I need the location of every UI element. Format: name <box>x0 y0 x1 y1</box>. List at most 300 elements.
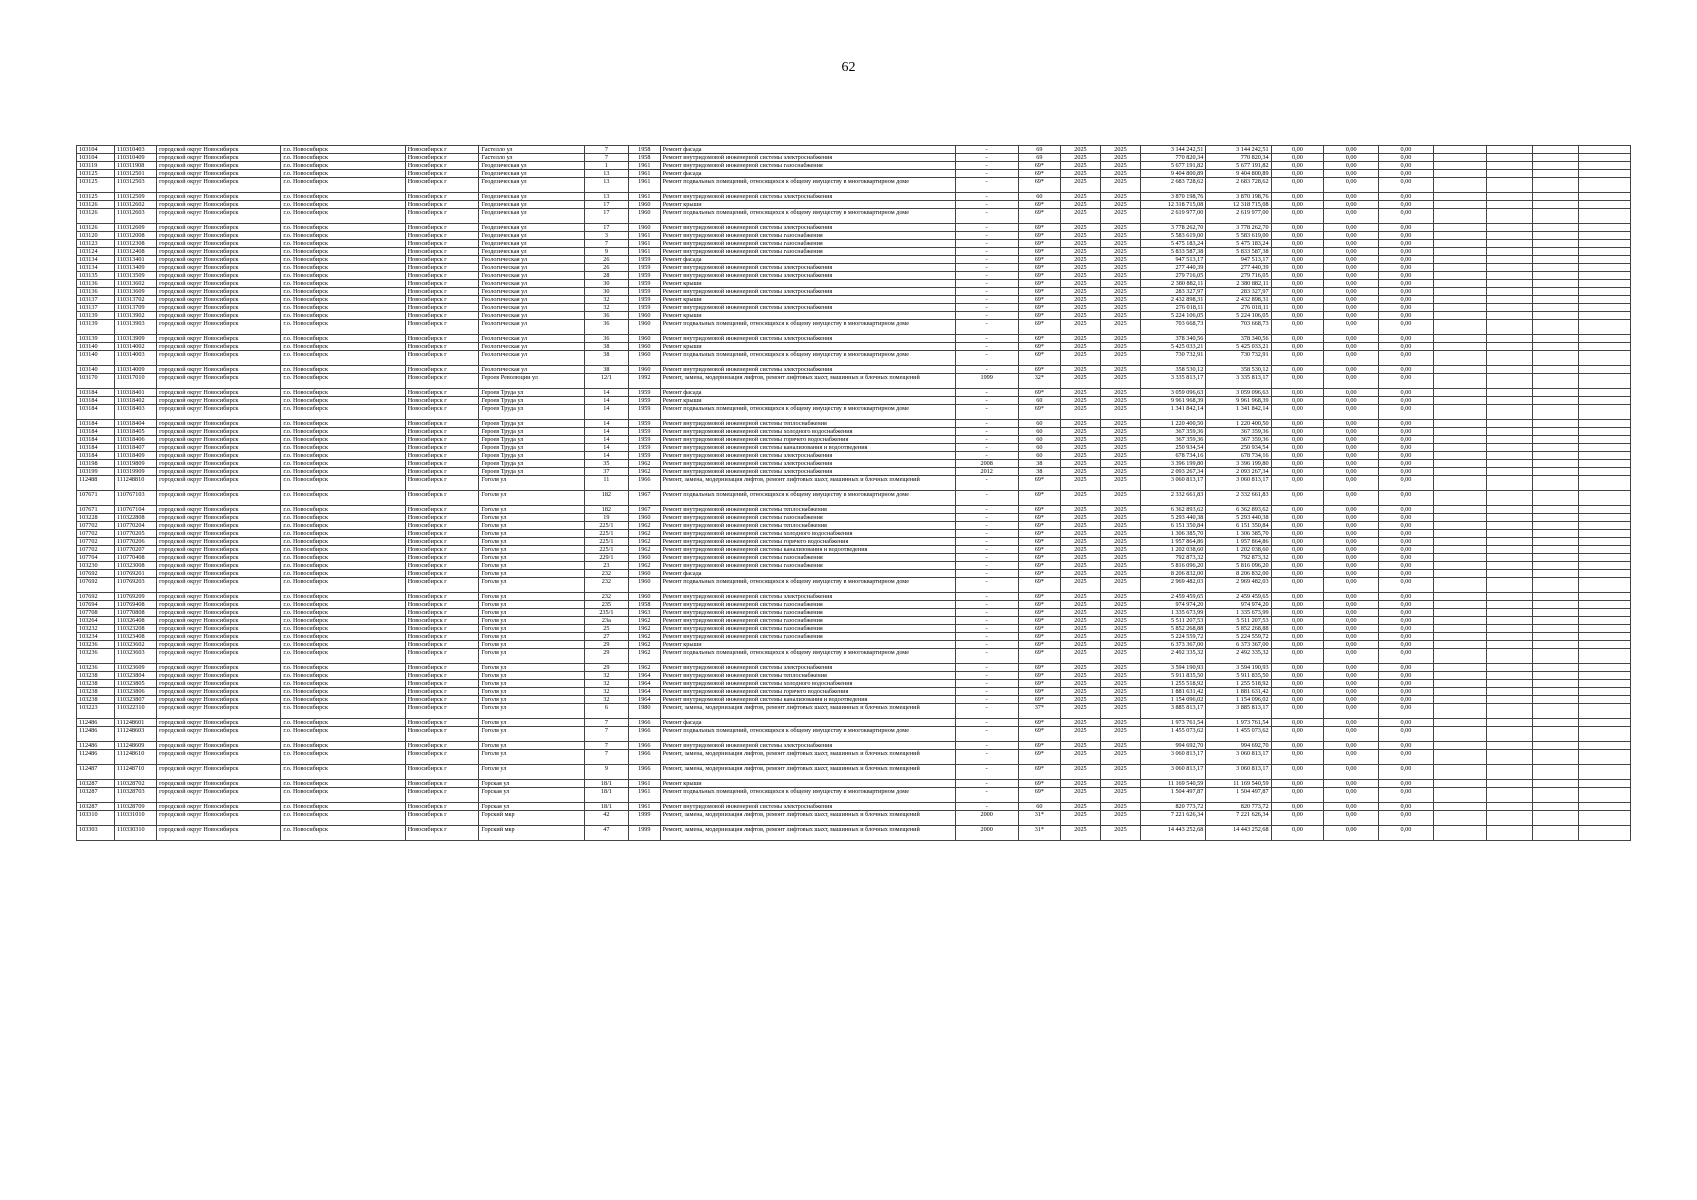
empty-cell <box>1486 765 1532 780</box>
table-cell: 2025 <box>1060 538 1100 546</box>
empty-cell <box>1579 264 1631 272</box>
empty-cell <box>1532 609 1578 617</box>
table-cell: 103238 <box>77 696 115 704</box>
table-cell: 2025 <box>1100 351 1140 366</box>
empty-cell <box>1579 178 1631 193</box>
empty-cell <box>1433 374 1486 389</box>
table-cell: 0,00 <box>1271 312 1324 320</box>
table-cell: 103184 <box>77 452 115 460</box>
table-cell: - <box>955 609 1018 617</box>
table-cell: 0,00 <box>1271 803 1324 811</box>
table-cell: 1 455 073,62 <box>1140 727 1205 742</box>
table-row <box>77 546 1631 554</box>
table-cell: 0,00 <box>1324 719 1379 727</box>
table-cell: - <box>955 201 1018 209</box>
table-row <box>77 304 1631 312</box>
table-cell: 0,00 <box>1271 476 1324 491</box>
table-cell: 3 144 242,51 <box>1206 146 1271 154</box>
table-cell: Ремонт фасада <box>660 256 955 264</box>
table-cell: г.о. Новосибирск <box>281 232 405 240</box>
table-cell: Новосибирск г <box>405 664 479 672</box>
table-cell: Новосибирск г <box>405 514 479 522</box>
table-cell: Горская ул <box>479 780 584 788</box>
empty-cell <box>1486 649 1532 664</box>
table-cell: 2025 <box>1100 742 1140 750</box>
table-cell: 2025 <box>1060 232 1100 240</box>
table-cell: 0,00 <box>1271 405 1324 420</box>
empty-cell <box>1486 296 1532 304</box>
table-row <box>77 765 1631 780</box>
empty-cell <box>1433 366 1486 374</box>
table-cell: 69* <box>1018 664 1060 672</box>
table-cell: Ремонт внутридомовой инженерной системы электроснабжения <box>660 304 955 312</box>
table-cell: 0,00 <box>1271 468 1324 476</box>
table-cell: 0,00 <box>1379 428 1434 436</box>
table-cell: 0,00 <box>1324 351 1379 366</box>
table-cell: 6 373 367,00 <box>1206 641 1271 649</box>
table-cell: 110331010 <box>114 811 156 826</box>
table-cell: Новосибирск г <box>405 256 479 264</box>
table-cell: 69* <box>1018 351 1060 366</box>
table-cell: 678 734,16 <box>1140 452 1205 460</box>
table-cell: 1 255 518,92 <box>1206 680 1271 688</box>
table-cell: Новосибирск г <box>405 727 479 742</box>
table-cell: городской округ Новосибирск <box>157 296 281 304</box>
table-cell: 69* <box>1018 570 1060 578</box>
empty-cell <box>1532 335 1578 343</box>
table-cell: 0,00 <box>1324 562 1379 570</box>
table-cell: 69 <box>1018 146 1060 154</box>
table-cell: 730 732,91 <box>1206 351 1271 366</box>
table-cell: 69* <box>1018 649 1060 664</box>
table-cell: 0,00 <box>1324 193 1379 201</box>
table-cell: 2025 <box>1060 476 1100 491</box>
table-cell: 0,00 <box>1271 170 1324 178</box>
table-cell: 103287 <box>77 803 115 811</box>
table-cell: 1958 <box>629 154 661 162</box>
empty-cell <box>1579 193 1631 201</box>
empty-cell <box>1579 570 1631 578</box>
table-cell: 0,00 <box>1271 546 1324 554</box>
empty-cell <box>1579 320 1631 335</box>
table-cell: 3 <box>584 232 628 240</box>
table-cell: 17 <box>584 201 628 209</box>
empty-cell <box>1486 554 1532 562</box>
table-cell: Ремонт внутридомовой инженерной системы теплоснабжения <box>660 420 955 428</box>
table-cell: 2025 <box>1100 826 1140 841</box>
table-cell: Новосибирск г <box>405 672 479 680</box>
table-cell: 1961 <box>629 780 661 788</box>
table-cell: 2025 <box>1060 312 1100 320</box>
table-cell: 1 973 761,54 <box>1140 719 1205 727</box>
table-cell: 69* <box>1018 240 1060 248</box>
table-cell: - <box>955 554 1018 562</box>
table-cell: городской округ Новосибирск <box>157 593 281 601</box>
table-cell: 0,00 <box>1271 280 1324 288</box>
table-cell: 110310403 <box>114 146 156 154</box>
table-cell: 2025 <box>1060 170 1100 178</box>
table-cell: 2025 <box>1100 641 1140 649</box>
empty-cell <box>1579 312 1631 320</box>
table-cell: 5 833 587,38 <box>1206 248 1271 256</box>
table-cell: Новосибирск г <box>405 704 479 719</box>
table-cell: 1959 <box>629 256 661 264</box>
table-cell: 279 716,05 <box>1206 272 1271 280</box>
table-cell: - <box>955 688 1018 696</box>
empty-cell <box>1579 374 1631 389</box>
table-cell: Гоголя ул <box>479 609 584 617</box>
table-cell: городской округ Новосибирск <box>157 280 281 288</box>
table-cell: Героев Труда ул <box>479 436 584 444</box>
table-cell: г.о. Новосибирск <box>281 304 405 312</box>
table-cell: 2025 <box>1100 601 1140 609</box>
table-cell: городской округ Новосибирск <box>157 154 281 162</box>
table-cell: 0,00 <box>1379 193 1434 201</box>
empty-cell <box>1579 522 1631 530</box>
table-cell: - <box>955 343 1018 351</box>
table-cell: 0,00 <box>1271 335 1324 343</box>
table-cell: 32 <box>584 672 628 680</box>
empty-cell <box>1433 704 1486 719</box>
table-cell: 0,00 <box>1379 240 1434 248</box>
table-cell: 12 318 715,08 <box>1140 201 1205 209</box>
table-cell: Ремонт внутридомовой инженерной системы газоснабжения <box>660 248 955 256</box>
table-cell: 14 <box>584 389 628 397</box>
table-cell: 0,00 <box>1379 320 1434 335</box>
empty-cell <box>1579 750 1631 765</box>
table-cell: 0,00 <box>1324 428 1379 436</box>
table-row <box>77 780 1631 788</box>
table-cell: 112486 <box>77 727 115 742</box>
table-cell: 14 <box>584 428 628 436</box>
table-cell: городской округ Новосибирск <box>157 468 281 476</box>
table-cell: 27 <box>584 633 628 641</box>
table-cell: 0,00 <box>1271 178 1324 193</box>
table-cell: 0,00 <box>1324 593 1379 601</box>
table-cell: 38 <box>584 343 628 351</box>
table-cell: Новосибирск г <box>405 649 479 664</box>
table-cell: 2025 <box>1060 468 1100 476</box>
table-cell: 103236 <box>77 664 115 672</box>
table-cell: 3 870 198,76 <box>1206 193 1271 201</box>
table-cell: Гоголя ул <box>479 593 584 601</box>
table-cell: 69* <box>1018 389 1060 397</box>
table-cell: 0,00 <box>1379 788 1434 803</box>
table-cell: городской округ Новосибирск <box>157 765 281 780</box>
table-cell: Новосибирск г <box>405 609 479 617</box>
table-cell: 69* <box>1018 514 1060 522</box>
table-cell: 2025 <box>1100 704 1140 719</box>
empty-cell <box>1579 240 1631 248</box>
table-cell: 2025 <box>1100 696 1140 704</box>
table-cell: г.о. Новосибирск <box>281 704 405 719</box>
table-cell: 1962 <box>629 538 661 546</box>
table-cell: 103236 <box>77 641 115 649</box>
table-cell: городской округ Новосибирск <box>157 397 281 405</box>
table-cell: 7 <box>584 742 628 750</box>
empty-cell <box>1486 811 1532 826</box>
empty-cell <box>1532 343 1578 351</box>
table-cell: 1962 <box>629 468 661 476</box>
empty-cell <box>1532 625 1578 633</box>
table-cell: городской округ Новосибирск <box>157 750 281 765</box>
empty-cell <box>1486 672 1532 680</box>
empty-cell <box>1579 343 1631 351</box>
table-cell: 0,00 <box>1271 538 1324 546</box>
table-cell: Геодезическая ул <box>479 162 584 170</box>
table-cell: 2025 <box>1060 366 1100 374</box>
empty-cell <box>1486 476 1532 491</box>
table-cell: 0,00 <box>1379 750 1434 765</box>
table-cell: 103135 <box>77 272 115 280</box>
table-row <box>77 436 1631 444</box>
table-cell: - <box>955 312 1018 320</box>
table-cell: 2025 <box>1060 146 1100 154</box>
table-cell: 0,00 <box>1324 476 1379 491</box>
table-row <box>77 688 1631 696</box>
table-cell: 1961 <box>629 240 661 248</box>
table-cell: Гоголя ул <box>479 727 584 742</box>
table-cell: Новосибирск г <box>405 296 479 304</box>
table-cell: Ремонт подвальных помещений, относящихся к общему имуществу в многоквартирном доме <box>660 405 955 420</box>
table-row <box>77 742 1631 750</box>
table-cell: 1959 <box>629 272 661 280</box>
table-cell: 277 440,39 <box>1206 264 1271 272</box>
table-cell: 0,00 <box>1271 491 1324 506</box>
table-cell: 111248610 <box>114 750 156 765</box>
empty-cell <box>1433 538 1486 546</box>
empty-cell <box>1532 476 1578 491</box>
table-cell: 1960 <box>629 554 661 562</box>
empty-cell <box>1532 420 1578 428</box>
table-cell: 69* <box>1018 506 1060 514</box>
table-cell: 2025 <box>1060 154 1100 162</box>
table-cell: 2025 <box>1060 803 1100 811</box>
empty-cell <box>1486 788 1532 803</box>
table-cell: Ремонт внутридомовой инженерной системы электроснабжения <box>660 468 955 476</box>
table-cell: 0,00 <box>1271 727 1324 742</box>
table-cell: Геологическая ул <box>479 320 584 335</box>
table-cell: Геологическая ул <box>479 288 584 296</box>
table-cell: 103124 <box>77 248 115 256</box>
empty-cell <box>1532 664 1578 672</box>
table-cell: Ремонт внутридомовой инженерной системы электроснабжения <box>660 452 955 460</box>
table-cell: 111248710 <box>114 765 156 780</box>
table-cell: 0,00 <box>1271 452 1324 460</box>
table-cell: 110323806 <box>114 688 156 696</box>
empty-cell <box>1486 593 1532 601</box>
table-cell: 378 340,56 <box>1206 335 1271 343</box>
table-cell: 1959 <box>629 428 661 436</box>
table-cell: 1960 <box>629 351 661 366</box>
empty-cell <box>1433 522 1486 530</box>
table-cell: 110312603 <box>114 209 156 224</box>
table-cell: 112486 <box>77 750 115 765</box>
empty-cell <box>1579 476 1631 491</box>
table-cell: 107708 <box>77 609 115 617</box>
table-row <box>77 452 1631 460</box>
empty-cell <box>1486 530 1532 538</box>
table-cell: 110328702 <box>114 780 156 788</box>
table-cell: 1 455 073,62 <box>1206 727 1271 742</box>
empty-cell <box>1433 178 1486 193</box>
table-cell: Геологическая ул <box>479 351 584 366</box>
table-row <box>77 680 1631 688</box>
table-cell: 31* <box>1018 826 1060 841</box>
table-cell: городской округ Новосибирск <box>157 312 281 320</box>
table-cell: Новосибирск г <box>405 405 479 420</box>
empty-cell <box>1486 280 1532 288</box>
empty-cell <box>1579 719 1631 727</box>
table-cell: г.о. Новосибирск <box>281 601 405 609</box>
table-cell: 0,00 <box>1324 420 1379 428</box>
table-cell: 110318406 <box>114 436 156 444</box>
table-cell: 69* <box>1018 304 1060 312</box>
table-row <box>77 335 1631 343</box>
empty-cell <box>1486 750 1532 765</box>
table-cell: Гоголя ул <box>479 570 584 578</box>
table-cell: 1966 <box>629 742 661 750</box>
empty-cell <box>1433 280 1486 288</box>
empty-cell <box>1532 146 1578 154</box>
table-cell: 6 151 350,84 <box>1140 522 1205 530</box>
table-cell: Ремонт внутридомовой инженерной системы горячего водоснабжения <box>660 688 955 696</box>
table-cell: Ремонт подвальных помещений, относящихся к общему имуществу в многоквартирном доме <box>660 178 955 193</box>
table-cell: 1964 <box>629 688 661 696</box>
table-cell: 0,00 <box>1379 765 1434 780</box>
table-cell: 2025 <box>1100 405 1140 420</box>
table-cell: г.о. Новосибирск <box>281 460 405 468</box>
table-cell: 2025 <box>1100 170 1140 178</box>
table-cell: 0,00 <box>1379 232 1434 240</box>
table-cell: 378 340,56 <box>1140 335 1205 343</box>
empty-cell <box>1579 304 1631 312</box>
table-cell: 110312501 <box>114 170 156 178</box>
table-cell: Геологическая ул <box>479 343 584 351</box>
table-cell: 110322310 <box>114 704 156 719</box>
table-row <box>77 514 1631 522</box>
table-cell: 0,00 <box>1271 578 1324 593</box>
table-cell: Гоголя ул <box>479 562 584 570</box>
table-cell: 11 <box>584 476 628 491</box>
empty-cell <box>1433 420 1486 428</box>
table-cell: - <box>955 452 1018 460</box>
table-cell: 0,00 <box>1379 570 1434 578</box>
table-cell: 1960 <box>629 514 661 522</box>
table-cell: Новосибирск г <box>405 264 479 272</box>
table-cell: 2025 <box>1100 554 1140 562</box>
table-cell: городской округ Новосибирск <box>157 146 281 154</box>
table-cell: Ремонт внутридомовой инженерной системы газоснабжения <box>660 625 955 633</box>
empty-cell <box>1433 162 1486 170</box>
table-cell: 38 <box>1018 460 1060 468</box>
empty-cell <box>1579 296 1631 304</box>
table-cell: городской округ Новосибирск <box>157 178 281 193</box>
table-cell: Гоголя ул <box>479 672 584 680</box>
table-cell: 9 404 800,89 <box>1206 170 1271 178</box>
table-cell: 0,00 <box>1271 750 1324 765</box>
table-cell: городской округ Новосибирск <box>157 554 281 562</box>
table-cell: 3 060 813,17 <box>1140 750 1205 765</box>
table-cell: 0,00 <box>1271 562 1324 570</box>
table-cell: 32 <box>584 296 628 304</box>
table-cell: 111248810 <box>114 476 156 491</box>
table-cell: Ремонт крыши <box>660 296 955 304</box>
empty-cell <box>1532 578 1578 593</box>
table-row <box>77 593 1631 601</box>
table-cell: 2025 <box>1060 514 1100 522</box>
table-cell: - <box>955 562 1018 570</box>
table-cell: 2025 <box>1100 530 1140 538</box>
table-cell: 103264 <box>77 617 115 625</box>
table-cell: Новосибирск г <box>405 570 479 578</box>
table-cell: г.о. Новосибирск <box>281 803 405 811</box>
empty-cell <box>1532 530 1578 538</box>
table-row <box>77 664 1631 672</box>
table-cell: 0,00 <box>1271 780 1324 788</box>
table-cell: 0,00 <box>1379 224 1434 232</box>
table-cell: 9 961 968,39 <box>1206 397 1271 405</box>
empty-cell <box>1579 256 1631 264</box>
table-cell: 0,00 <box>1379 719 1434 727</box>
empty-cell <box>1579 351 1631 366</box>
table-cell: 2025 <box>1100 272 1140 280</box>
empty-cell <box>1532 688 1578 696</box>
table-cell: Геодезическая ул <box>479 209 584 224</box>
table-cell: 69* <box>1018 264 1060 272</box>
table-cell: 110314002 <box>114 343 156 351</box>
empty-cell <box>1532 506 1578 514</box>
table-row <box>77 601 1631 609</box>
table-cell: 107702 <box>77 522 115 530</box>
table-cell: 2025 <box>1100 240 1140 248</box>
table-cell: - <box>955 625 1018 633</box>
table-cell: 0,00 <box>1379 601 1434 609</box>
table-cell: Новосибирск г <box>405 304 479 312</box>
table-cell: 0,00 <box>1324 704 1379 719</box>
table-cell: 0,00 <box>1379 803 1434 811</box>
table-cell: Новосибирск г <box>405 625 479 633</box>
table-cell: Ремонт, замена, модернизация лифтов, ремонт лифтовых шахт, машинных и блочных помещений <box>660 826 955 841</box>
table-cell: городской округ Новосибирск <box>157 530 281 538</box>
table-cell: 0,00 <box>1271 397 1324 405</box>
empty-cell <box>1486 452 1532 460</box>
table-cell: 0,00 <box>1271 374 1324 389</box>
table-cell: Новосибирск г <box>405 578 479 593</box>
table-cell: г.о. Новосибирск <box>281 320 405 335</box>
table-cell: 2025 <box>1100 522 1140 530</box>
table-cell: 3 060 813,17 <box>1140 476 1205 491</box>
table-cell: 0,00 <box>1271 201 1324 209</box>
table-cell: Героев Труда ул <box>479 452 584 460</box>
table-cell: 1960 <box>629 335 661 343</box>
table-cell: 820 773,72 <box>1206 803 1271 811</box>
table-cell: г.о. Новосибирск <box>281 374 405 389</box>
table-cell: городской округ Новосибирск <box>157 320 281 335</box>
empty-cell <box>1532 826 1578 841</box>
empty-cell <box>1433 224 1486 232</box>
table-cell: 69* <box>1018 680 1060 688</box>
empty-cell <box>1486 522 1532 530</box>
table-cell: городской округ Новосибирск <box>157 288 281 296</box>
table-cell: Ремонт внутридомовой инженерной системы электроснабжения <box>660 193 955 201</box>
table-cell: Ремонт подвальных помещений, относящихся к общему имуществу в многоквартирном доме <box>660 788 955 803</box>
empty-cell <box>1486 514 1532 522</box>
empty-cell <box>1579 554 1631 562</box>
table-cell: 0,00 <box>1379 514 1434 522</box>
empty-cell <box>1433 803 1486 811</box>
table-cell: 110323208 <box>114 625 156 633</box>
